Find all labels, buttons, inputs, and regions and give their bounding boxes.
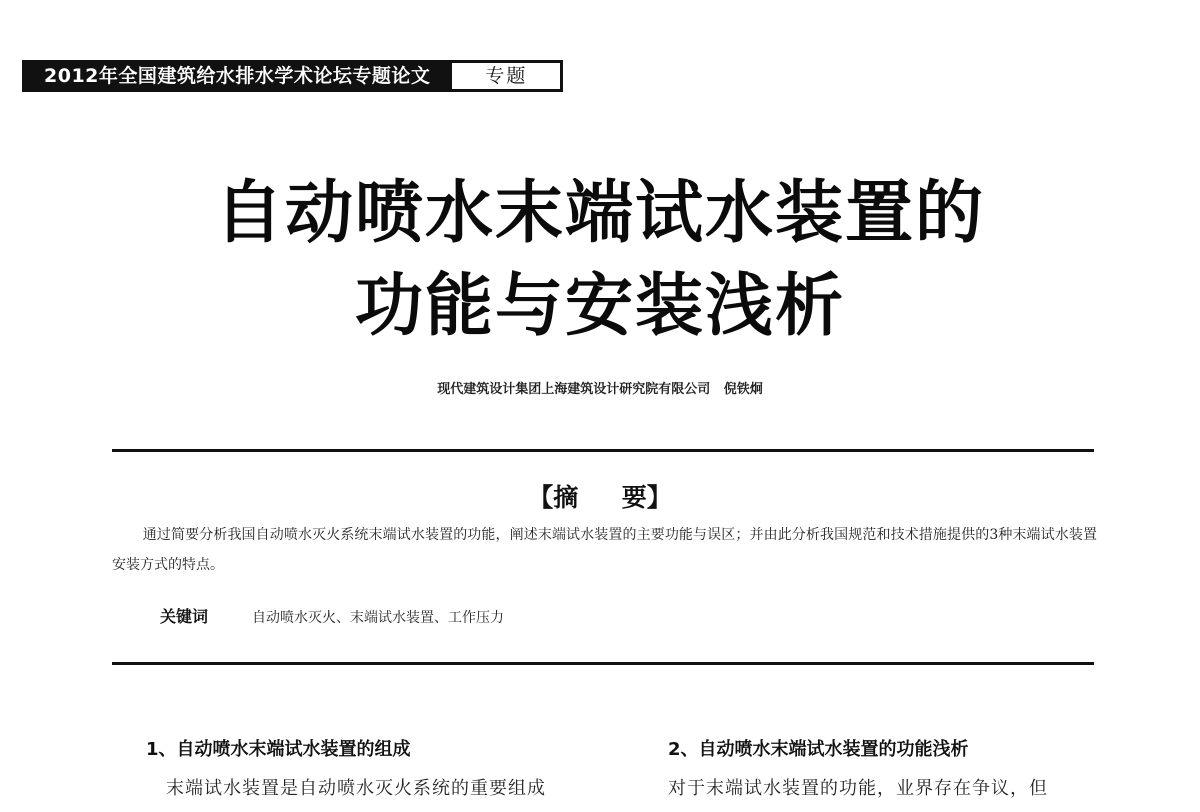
section-tag: 专题 [452,60,563,92]
section-1-text: 末端试水装置是自动喷水灭火系统的重要组成 [166,778,546,799]
article-title-line-1: 自动喷水末端试水装置的 [214,174,985,253]
article-title-line-2: 功能与安装浅析 [354,267,845,346]
journal-banner [22,60,563,92]
keywords-label: 关键词 [160,607,209,626]
section-1-heading: 1、自动喷水末端试水装置的组成 [146,739,411,760]
abstract-heading: 【摘 要】 [528,483,672,512]
keywords-value: 自动喷水灭火、末端试水装置、工作压力 [252,610,505,626]
section-2-heading: 2、自动喷水末端试水装置的功能浅析 [668,739,969,760]
divider-top [112,449,1094,452]
keywords-row [160,604,504,627]
section-2-text: 对于末端试水装置的功能，业界存在争议，但 [668,778,1048,799]
author-affiliation: 现代建筑设计集团上海建筑设计研究院有限公司 倪铁炯 [437,382,763,397]
divider-bottom [112,662,1094,665]
abstract-body: 通过简要分析我国自动喷水灭火系统末端试水装置的功能，阐述末端试水装置的主要功能与误区；并由此分析我国规范和技术措施提供的3种末端试水装置安装方式的特点。 [112,527,1097,573]
conference-title: 2012年全国建筑给水排水学术论坛专题论文 [22,60,452,92]
